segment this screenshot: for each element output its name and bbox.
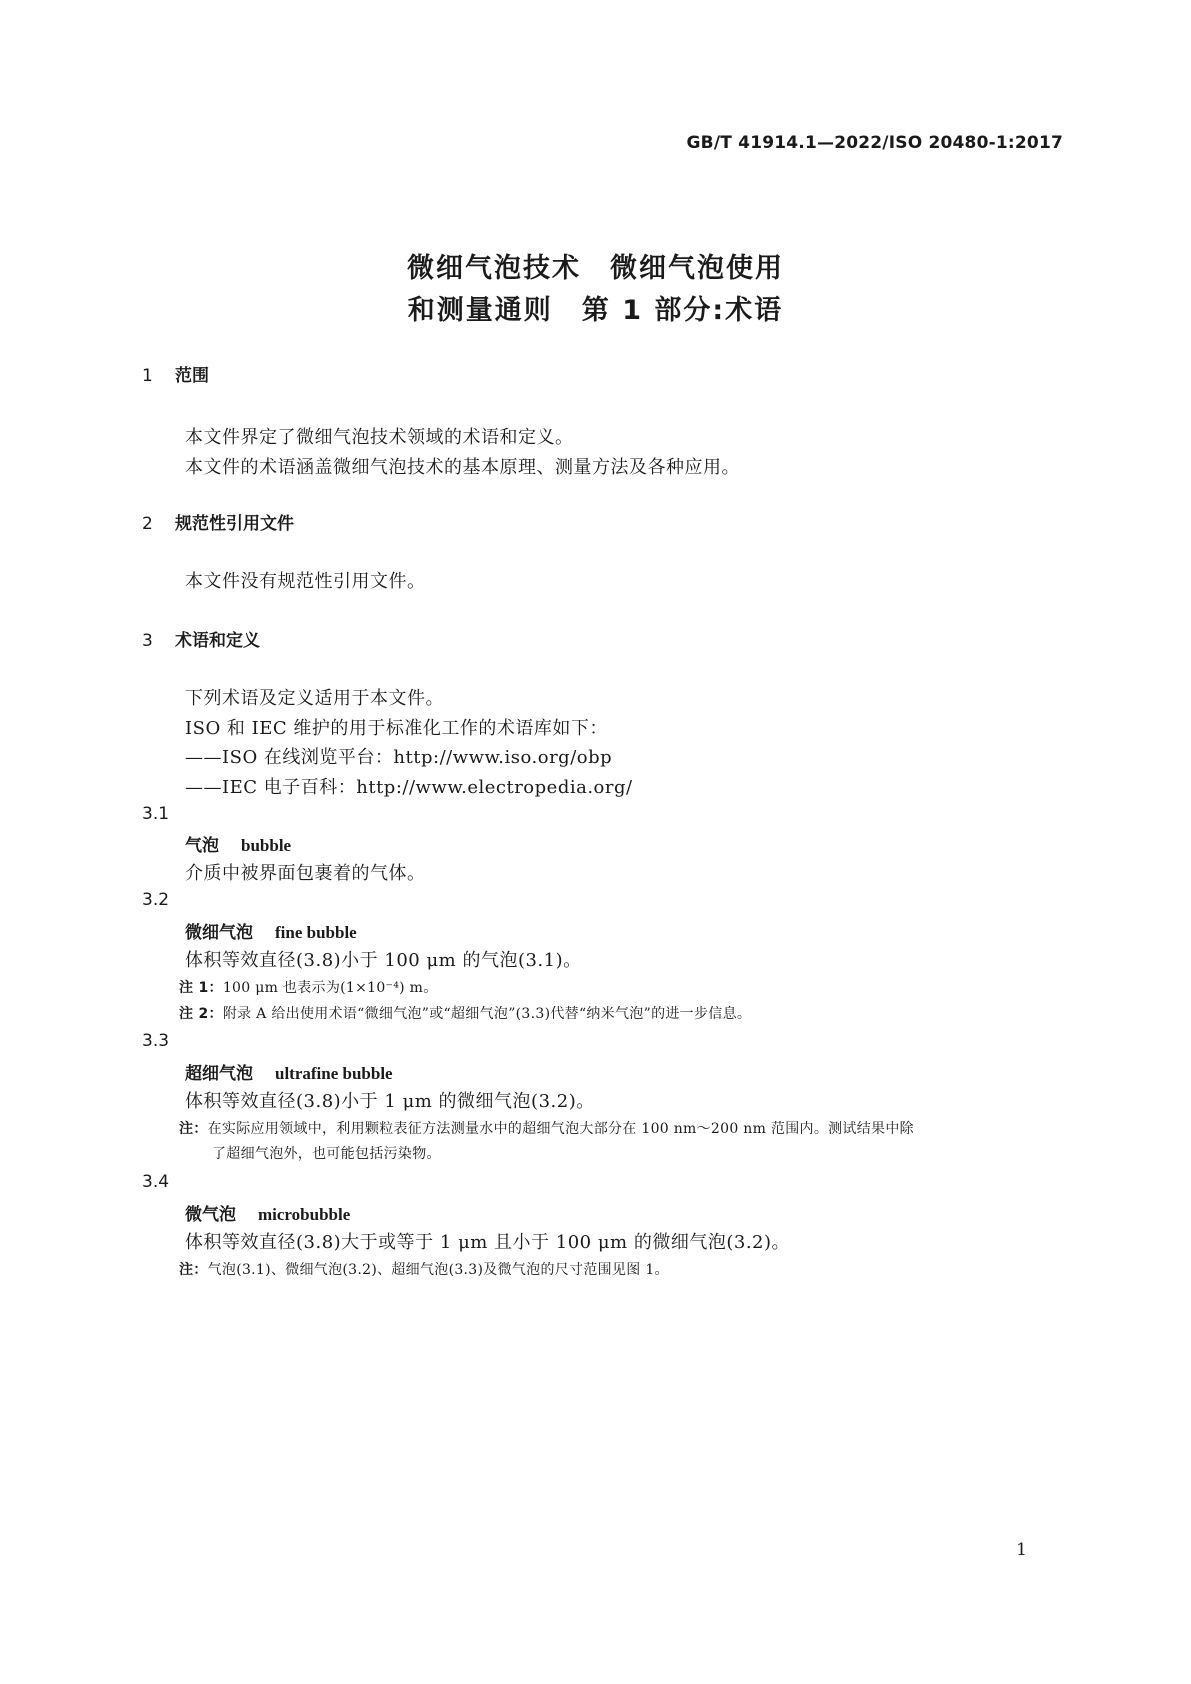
- term-number: 3.1: [142, 804, 170, 824]
- document-title-line1: 微细气泡技术 微细气泡使用: [407, 253, 784, 284]
- section-number: 1: [142, 366, 153, 386]
- term-number: 3.3: [142, 1031, 170, 1051]
- note: [179, 1118, 914, 1138]
- note-label: 注 2：: [179, 1006, 223, 1022]
- term-definition: 介质中被界面包裹着的气体。: [185, 863, 426, 884]
- note-continuation: 了超细气泡外，也可能包括污染物。: [212, 1146, 441, 1162]
- page-number: 1: [1016, 1540, 1027, 1560]
- note-text: 在实际应用领域中，利用颗粒表征方法测量水中的超细气泡大部分在 100 nm～200 nm 范围内。测试结果中除: [207, 1121, 914, 1137]
- term-en: bubble: [241, 836, 292, 855]
- section-heading-scope: [142, 361, 209, 386]
- paragraph: 本文件的术语涵盖微细气泡技术的基本原理、测量方法及各种应用。: [185, 457, 740, 478]
- term-entry: [185, 918, 357, 943]
- document-title-line2: 和测量通则 第 1 部分:术语: [407, 295, 784, 326]
- term-zh: 超细气泡: [185, 1064, 253, 1084]
- term-definition: 体积等效直径(3.8)小于 100 μm 的气泡(3.1)。: [185, 950, 582, 971]
- note-text: 气泡(3.1)、微细气泡(3.2)、超细气泡(3.3)及微气泡的尺寸范围见图 1。: [207, 1262, 669, 1278]
- note-label: 注 1：: [179, 980, 223, 996]
- term-definition: 体积等效直径(3.8)大于或等于 1 μm 且小于 100 μm 的微细气泡(3.2)。: [185, 1232, 791, 1253]
- term-en: microbubble: [258, 1205, 351, 1224]
- note-label: 注：: [179, 1121, 208, 1137]
- note: [179, 977, 438, 997]
- paragraph: 本文件没有规范性引用文件。: [185, 571, 426, 592]
- list-item-iso-obp: ——ISO 在线浏览平台：http://www.iso.org/obp: [185, 747, 613, 768]
- term-entry: [185, 831, 291, 856]
- note-text: 100 μm 也表示为(1×10⁻⁴) m。: [222, 980, 438, 996]
- note-label: 注：: [179, 1262, 208, 1278]
- section-number: 3: [142, 631, 153, 651]
- term-en: fine bubble: [275, 923, 357, 942]
- note: [179, 1259, 669, 1279]
- term-zh: 微气泡: [185, 1205, 236, 1225]
- term-en: ultrafine bubble: [275, 1064, 393, 1083]
- term-number: 3.2: [142, 890, 170, 910]
- section-title: 规范性引用文件: [175, 514, 294, 534]
- paragraph: 下列术语及定义适用于本文件。: [185, 688, 444, 709]
- list-item-iec-electropedia: ——IEC 电子百科：http://www.electropedia.org/: [185, 777, 633, 798]
- paragraph: 本文件界定了微细气泡技术领域的术语和定义。: [185, 427, 574, 448]
- document-code: GB/T 41914.1—2022/ISO 20480-1:2017: [686, 133, 1063, 153]
- note-text: 附录 A 给出使用术语“微细气泡”或“超细气泡”(3.3)代替“纳米气泡”的进一步信息。: [222, 1006, 752, 1022]
- note: [179, 1003, 751, 1023]
- paragraph: ISO 和 IEC 维护的用于标准化工作的术语库如下：: [185, 718, 608, 739]
- term-entry: [185, 1059, 393, 1084]
- section-title: 范围: [175, 366, 209, 386]
- term-zh: 气泡: [185, 836, 219, 856]
- section-heading-normative-references: [142, 509, 294, 534]
- section-heading-terms: [142, 626, 260, 651]
- section-title: 术语和定义: [175, 631, 260, 651]
- term-number: 3.4: [142, 1172, 170, 1192]
- term-definition: 体积等效直径(3.8)小于 1 μm 的微细气泡(3.2)。: [185, 1091, 595, 1112]
- term-zh: 微细气泡: [185, 923, 253, 943]
- term-entry: [185, 1200, 350, 1225]
- section-number: 2: [142, 514, 153, 534]
